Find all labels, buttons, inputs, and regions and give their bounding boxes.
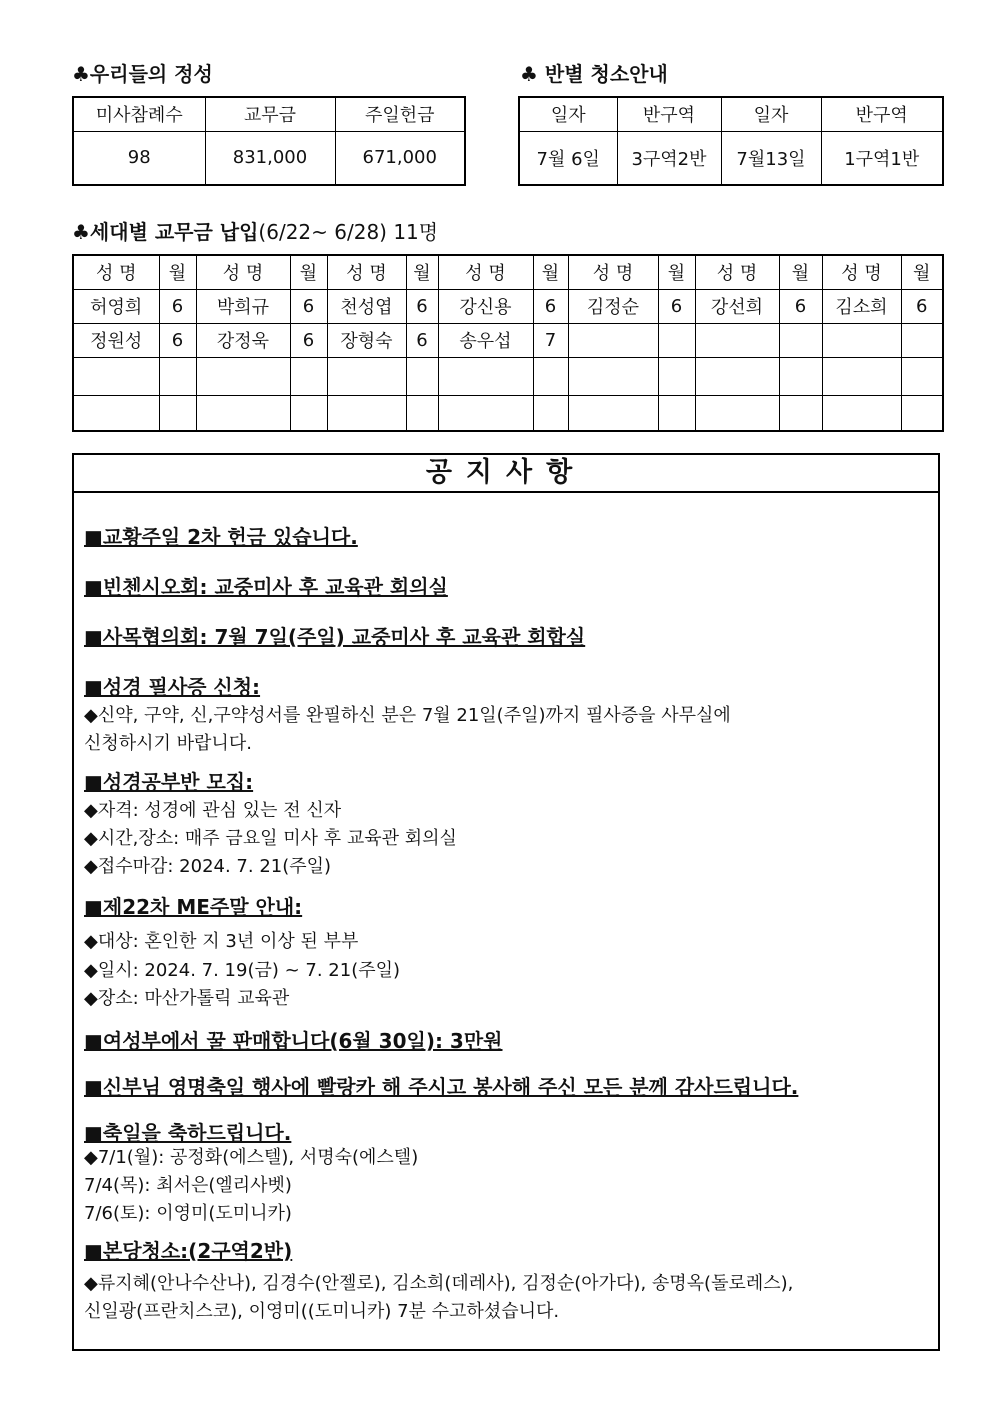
dues-name (822, 323, 901, 357)
dues-header-name: 성 명 (822, 255, 901, 289)
notice-vincent-society: ■빈첸시오회: 교중미사 후 교육관 회의실 (84, 575, 448, 599)
notice-box (72, 453, 940, 1351)
offering-header-dues: 교무금 (205, 97, 335, 131)
dues-header-month: 월 (658, 255, 695, 289)
dues-header-month: 월 (406, 255, 438, 289)
dues-header-name: 성 명 (695, 255, 779, 289)
dues-month (658, 357, 695, 395)
dues-name (695, 395, 779, 431)
dues-month: 6 (290, 289, 327, 323)
cleaning-header-area-2: 반구역 (821, 97, 943, 131)
notice-bible-transcription: ■성경 필사증 신청: (84, 675, 261, 699)
dues-row-4 (73, 395, 943, 431)
dues-header-month: 월 (533, 255, 568, 289)
dues-name: 정원성 (73, 323, 159, 357)
dues-name (327, 357, 406, 395)
dues-name (695, 357, 779, 395)
dues-month (779, 323, 822, 357)
dues-month (779, 357, 822, 395)
notice-bible-study: ■성경공부반 모집: (84, 770, 254, 794)
dues-month: 6 (406, 289, 438, 323)
notice-honey-sale: ■여성부에서 꿀 판매합니다(6월 30일): 3만원 (84, 1029, 503, 1053)
cleaning-date-1: 7월 6일 (519, 131, 617, 185)
dues-header-month: 월 (159, 255, 196, 289)
notice-bible-transcription-line-1: ◆신약, 구약, 신,구약성서를 완필하신 분은 7월 21일(주일)까지 필사증을 사무실에 (84, 705, 731, 726)
offering-value-collection: 671,000 (335, 131, 465, 185)
dues-month (406, 395, 438, 431)
dues-month (901, 323, 943, 357)
dues-month: 6 (159, 289, 196, 323)
dues-month (901, 395, 943, 431)
dues-name (822, 357, 901, 395)
dues-name: 허영희 (73, 289, 159, 323)
dues-month: 6 (290, 323, 327, 357)
notice-bible-transcription-line-2: 신청하시기 바랍니다. (84, 733, 252, 754)
cleaning-header-date-1: 일자 (519, 97, 617, 131)
cleaning-title: ♣ 반별 청소안내 (520, 62, 668, 86)
dues-month (901, 357, 943, 395)
offering-title: ♣우리들의 정성 (72, 62, 213, 86)
cleaning-date-2: 7월13일 (721, 131, 821, 185)
dues-name (568, 395, 658, 431)
dues-header-month: 월 (901, 255, 943, 289)
notice-church-cleaning-line-2: 신일광(프란치스코), 이영미((도미니카) 7분 수고하셨습니다. (84, 1301, 560, 1322)
dues-name (438, 357, 533, 395)
dues-name (695, 323, 779, 357)
dues-header-month: 월 (290, 255, 327, 289)
cleaning-table (518, 96, 944, 186)
dues-name: 강신용 (438, 289, 533, 323)
cleaning-area-2: 1구역1반 (821, 131, 943, 185)
dues-title-main: ♣세대별 교무금 납입 (72, 220, 259, 244)
notice-feast-days: ■축일을 축하드립니다. (84, 1121, 292, 1145)
notice-thanks: ■신부님 영명축일 행사에 빨랑카 해 주시고 봉사해 주신 모든 분께 감사드립니다. (84, 1075, 799, 1099)
dues-name (196, 395, 290, 431)
dues-name (568, 323, 658, 357)
dues-name: 김정순 (568, 289, 658, 323)
dues-name (196, 357, 290, 395)
dues-header-name: 성 명 (196, 255, 290, 289)
dues-name (822, 395, 901, 431)
dues-month (533, 357, 568, 395)
notice-feast-days-line-3: 7/6(토): 이영미(도미니카) (84, 1203, 292, 1224)
dues-name: 장형숙 (327, 323, 406, 357)
dues-name: 박희규 (196, 289, 290, 323)
offering-value-attendance: 98 (73, 131, 205, 185)
dues-header-name: 성 명 (568, 255, 658, 289)
dues-name: 천성엽 (327, 289, 406, 323)
dues-month: 7 (533, 323, 568, 357)
dues-month: 6 (406, 323, 438, 357)
dues-name: 강정욱 (196, 323, 290, 357)
cleaning-header-date-2: 일자 (721, 97, 821, 131)
dues-header-name: 성 명 (73, 255, 159, 289)
notice-bible-study-line-2: ◆시간,장소: 매주 금요일 미사 후 교육관 회의실 (84, 828, 457, 849)
dues-row-2 (73, 323, 943, 357)
dues-month: 6 (658, 289, 695, 323)
notice-me-weekend-line-1: ◆대상: 혼인한 지 3년 이상 된 부부 (84, 931, 359, 952)
dues-table (72, 254, 944, 432)
notice-me-weekend-line-3: ◆장소: 마산가톨릭 교육관 (84, 988, 290, 1009)
dues-name: 김소희 (822, 289, 901, 323)
dues-month (159, 395, 196, 431)
notice-feast-days-line-1: ◆7/1(월): 공정화(에스텔), 서명숙(에스텔) (84, 1147, 419, 1168)
offering-header-attendance: 미사참례수 (73, 97, 205, 131)
offering-table (72, 96, 466, 186)
dues-header-month: 월 (779, 255, 822, 289)
cleaning-header-area-1: 반구역 (617, 97, 721, 131)
notice-heading: 공지사항 (74, 455, 938, 493)
dues-month (658, 395, 695, 431)
dues-month (779, 395, 822, 431)
dues-name (438, 395, 533, 431)
dues-header-name: 성 명 (438, 255, 533, 289)
dues-name (327, 395, 406, 431)
dues-month (658, 323, 695, 357)
notice-church-cleaning: ■본당청소:(2구역2반) (84, 1239, 293, 1263)
dues-month (406, 357, 438, 395)
dues-row-1 (73, 289, 943, 323)
dues-month: 6 (533, 289, 568, 323)
dues-row-3 (73, 357, 943, 395)
dues-name: 강선희 (695, 289, 779, 323)
dues-month: 6 (901, 289, 943, 323)
dues-month (533, 395, 568, 431)
dues-month: 6 (159, 323, 196, 357)
cleaning-area-1: 3구역2반 (617, 131, 721, 185)
dues-name (568, 357, 658, 395)
dues-name (73, 357, 159, 395)
dues-title-period: (6/22~ 6/28) 11명 (258, 220, 439, 244)
notice-papal-collection: ■교황주일 2차 헌금 있습니다. (84, 525, 358, 549)
notice-me-weekend-line-2: ◆일시: 2024. 7. 19(금) ~ 7. 21(주일) (84, 960, 401, 981)
dues-title (72, 216, 438, 245)
notice-pastoral-council: ■사목협의회: 7월 7일(주일) 교중미사 후 교육관 회합실 (84, 625, 586, 649)
dues-month (290, 395, 327, 431)
notice-church-cleaning-line-1: ◆류지혜(안나수산나), 김경수(안젤로), 김소희(데레사), 김정순(아가다), 송명옥(돌로레스), (84, 1273, 794, 1294)
notice-feast-days-line-2: 7/4(목): 최서은(엘리사벳) (84, 1175, 292, 1196)
notice-bible-study-line-1: ◆자격: 성경에 관심 있는 전 신자 (84, 800, 342, 821)
dues-month (290, 357, 327, 395)
dues-name (73, 395, 159, 431)
dues-name: 송우섭 (438, 323, 533, 357)
notice-me-weekend: ■제22차 ME주말 안내: (84, 895, 303, 919)
notice-bible-study-line-3: ◆접수마감: 2024. 7. 21(주일) (84, 856, 332, 877)
offering-header-collection: 주일헌금 (335, 97, 465, 131)
dues-month: 6 (779, 289, 822, 323)
offering-value-dues: 831,000 (205, 131, 335, 185)
dues-header-name: 성 명 (327, 255, 406, 289)
dues-month (159, 357, 196, 395)
